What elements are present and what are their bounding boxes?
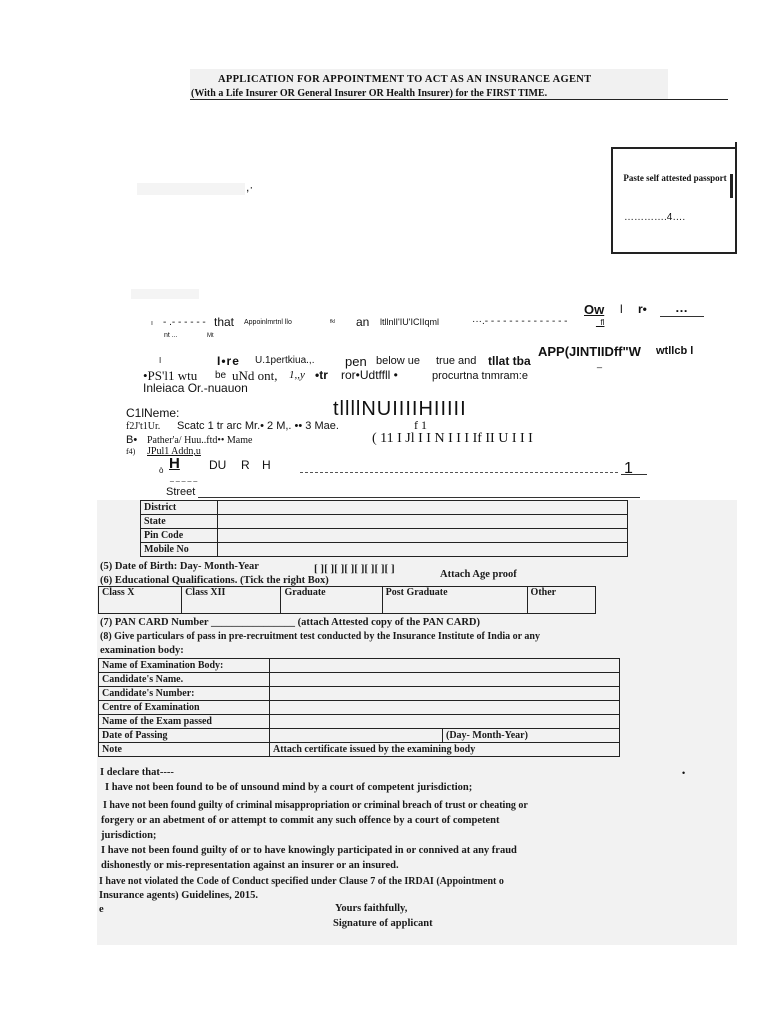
title-underline: [190, 99, 728, 100]
signature-of-applicant[interactable]: Signature of applicant: [333, 918, 433, 929]
declaration-4b: Insurance agents) Guidelines, 2015.: [99, 890, 258, 901]
father-husband-label: Pather'a/ Huu..ftd•• Mame: [147, 435, 253, 446]
education-table: [98, 586, 596, 614]
declaration-1: I have not been found to be of unsound mind by a court of competent jurisdiction;: [105, 782, 473, 793]
table-row: [99, 687, 620, 701]
edu-class-x[interactable]: Class X: [99, 587, 182, 614]
photo-box-edge: [735, 142, 737, 252]
addr-du: DU: [209, 458, 227, 472]
dob-boxes[interactable]: [ ][ ][ ][ ][ ][ ][ ][ ]: [314, 563, 395, 575]
father-name-boxes[interactable]: ( 11 I Jl I I N I I I If II U I I I: [372, 431, 533, 446]
table-row: [99, 701, 620, 715]
stray-e: e: [99, 904, 104, 915]
intro-1y: 1,,y: [289, 369, 305, 381]
addr-h2: H: [262, 458, 271, 472]
intro-dashes: - .- - - - - -: [163, 317, 206, 328]
intro-tr: •tr: [315, 368, 328, 382]
table-row: [99, 587, 596, 614]
addr-dash: _ _ _ _ _: [170, 475, 198, 482]
f4-label: f4): [126, 447, 136, 456]
exam-body-field[interactable]: [270, 659, 620, 673]
pan-label: (7) PAN CARD Number ________________ (attach Attested copy of the PAN CARD): [100, 617, 480, 628]
exam-passed-field[interactable]: [270, 715, 620, 729]
exam-attach-note: Attach certificate issued by the examining body: [270, 743, 620, 757]
intro-tail: ···.- - - - - - - - - - - - - -: [472, 316, 568, 327]
exam-label-1: (8) Give particulars of pass in pre-recruitment test conducted by the Insurance Institute of India or any: [100, 631, 540, 642]
table-row: [99, 729, 620, 743]
declaration-2b: forgery or an abetment of or attempt to commit any such offence by a court of competent: [101, 815, 500, 826]
declaration-2c: jurisdiction;: [101, 830, 157, 841]
pin-code-field[interactable]: [218, 529, 628, 543]
date-format-label: (Day- Month-Year): [443, 729, 620, 743]
table-row: [141, 501, 628, 515]
intro-i: I: [159, 356, 162, 365]
candidate-name-label: Candidate's Name.: [99, 673, 270, 687]
dob-attach: Attach Age proof: [440, 569, 517, 580]
pin-code-label: Pin Code: [141, 529, 218, 543]
intro-that: that: [214, 315, 235, 329]
intro-inle: Inleiaca Or.-nuauon: [143, 381, 248, 395]
edu-post-graduate[interactable]: Post Graduate: [382, 587, 527, 614]
stray-mark: ,·: [246, 180, 254, 194]
dob-label: (5) Date of Birth: Day- Month-Year: [100, 561, 259, 572]
exam-centre-field[interactable]: [270, 701, 620, 715]
declaration-3a: I have not been found guilty of or to have knowingly participated in or connived at any fraud: [101, 845, 517, 856]
table-row: [99, 715, 620, 729]
intro-underline: [660, 316, 704, 317]
intro-appointment: Appoinlmrtnl llo: [244, 319, 292, 326]
state-field[interactable]: [218, 515, 628, 529]
table-row: [99, 743, 620, 757]
intro-tllat: tllat tba: [488, 354, 531, 368]
f2-label: f2J't1Ur.: [126, 421, 161, 432]
intro-r: r•: [638, 302, 647, 316]
addr-end: 1: [624, 460, 633, 477]
addr-end-line: [621, 474, 647, 475]
table-row: [99, 673, 620, 687]
exam-label-2: examination body:: [100, 645, 184, 656]
mobile-field[interactable]: [218, 543, 628, 557]
name-boxes[interactable]: tllllNUIIIIHIIIII: [333, 398, 467, 420]
district-label: District: [141, 501, 218, 515]
intro-fl: _fl: [596, 318, 605, 327]
intro-insurance-word: ltllnlI'IU'ICIIqml: [380, 317, 439, 327]
photo-box-label: Paste self attested passport: [623, 173, 727, 183]
intro-ow: Ow: [584, 302, 605, 317]
intro-wtllcb: wtllcb l: [656, 345, 694, 357]
intro-nt: nt ...: [164, 332, 178, 339]
intro-ire: I•re: [217, 354, 240, 368]
intro-app: APP(JINTIIDff"W: [538, 344, 641, 359]
declaration-2a: I have not been found guilty of criminal misappropriation or criminal breach of trust or cheating or: [103, 800, 528, 811]
intro-be: be: [215, 370, 227, 381]
address-table: [140, 500, 628, 557]
photo-box-dots: ………….4….: [624, 212, 686, 223]
mobile-label: Mobile No: [141, 543, 218, 557]
form-subtitle: (With a Life Insurer OR General Insurer OR Health Insurer) for the FIRST TIME.: [191, 88, 548, 99]
street-line[interactable]: [198, 497, 640, 498]
stray-dot: •: [682, 768, 686, 778]
intro-true: true and: [436, 355, 477, 367]
edu-other[interactable]: Other: [527, 587, 595, 614]
candidate-number-field[interactable]: [270, 687, 620, 701]
addr-6: ò: [159, 466, 164, 475]
date-passing-field[interactable]: [270, 729, 443, 743]
edu-class-xii[interactable]: Class XII: [182, 587, 281, 614]
candidate-name-field[interactable]: [270, 673, 620, 687]
table-row: [141, 515, 628, 529]
faint-field-2: [131, 289, 199, 299]
street-label: Street: [166, 486, 196, 498]
intro-pen: pen: [345, 354, 367, 369]
intro-ror: ror•Udtffll •: [341, 368, 398, 382]
table-row: [141, 543, 628, 557]
exam-centre-label: Centre of Examination: [99, 701, 270, 715]
passport-photo-box[interactable]: [611, 147, 737, 254]
intro-mt: Mt: [207, 333, 214, 339]
exam-passed-label: Name of the Exam passed: [99, 715, 270, 729]
declaration-3b: dishonestly or mis-representation against an insurer or an insured.: [101, 860, 399, 871]
intro-proc: procurtna tnmram:e: [432, 370, 528, 382]
exam-table: [98, 658, 620, 757]
state-label: State: [141, 515, 218, 529]
intro-dots: …: [675, 300, 688, 315]
intro-fkl: fkl: [330, 319, 335, 325]
intro-l: l: [620, 302, 623, 316]
addr-r: R: [241, 458, 250, 472]
faint-field: [137, 183, 245, 195]
name-label: C1lNeme:: [126, 406, 180, 420]
district-field[interactable]: [218, 501, 628, 515]
intro-below: below ue: [376, 355, 421, 367]
postal-address-label: JPul1 Addn,u: [147, 446, 201, 457]
address-line[interactable]: [300, 472, 618, 473]
declare-heading: I declare that----: [100, 767, 174, 778]
edu-graduate[interactable]: Graduate: [281, 587, 382, 614]
exam-body-label: Name of Examination Body:: [99, 659, 270, 673]
intro-ps: •PS'l1 wtu: [143, 368, 198, 383]
table-row: [99, 659, 620, 673]
intro-mark: ı: [151, 320, 153, 327]
intro-und: uNd ont,: [232, 368, 278, 383]
form-title: APPLICATION FOR APPOINTMENT TO ACT AS AN INSURANCE AGENT: [218, 74, 592, 85]
declaration-4a: I have not violated the Code of Conduct specified under Clause 7 of the IRDAI (Appointment o: [99, 876, 504, 887]
note-label: Note: [99, 743, 270, 757]
yours-faithfully: Yours faithfully,: [335, 903, 408, 914]
candidate-number-label: Candidate's Number:: [99, 687, 270, 701]
b-label: B•: [126, 434, 138, 446]
date-passing-label: Date of Passing: [99, 729, 270, 743]
f2-title-options: Scatc 1 tr arc Mr.• 2 M,. •• 3 Mae.: [177, 420, 339, 432]
f2-f1: f 1: [414, 418, 427, 432]
edu-label: (6) Educational Qualifications. (Tick the right Box): [100, 575, 329, 586]
addr-h: H: [169, 455, 180, 472]
intro-u1: U.1pertkiua.,.: [255, 355, 315, 366]
table-row: [141, 529, 628, 543]
intro-an: an: [356, 315, 370, 329]
intro-under: _: [597, 358, 603, 368]
